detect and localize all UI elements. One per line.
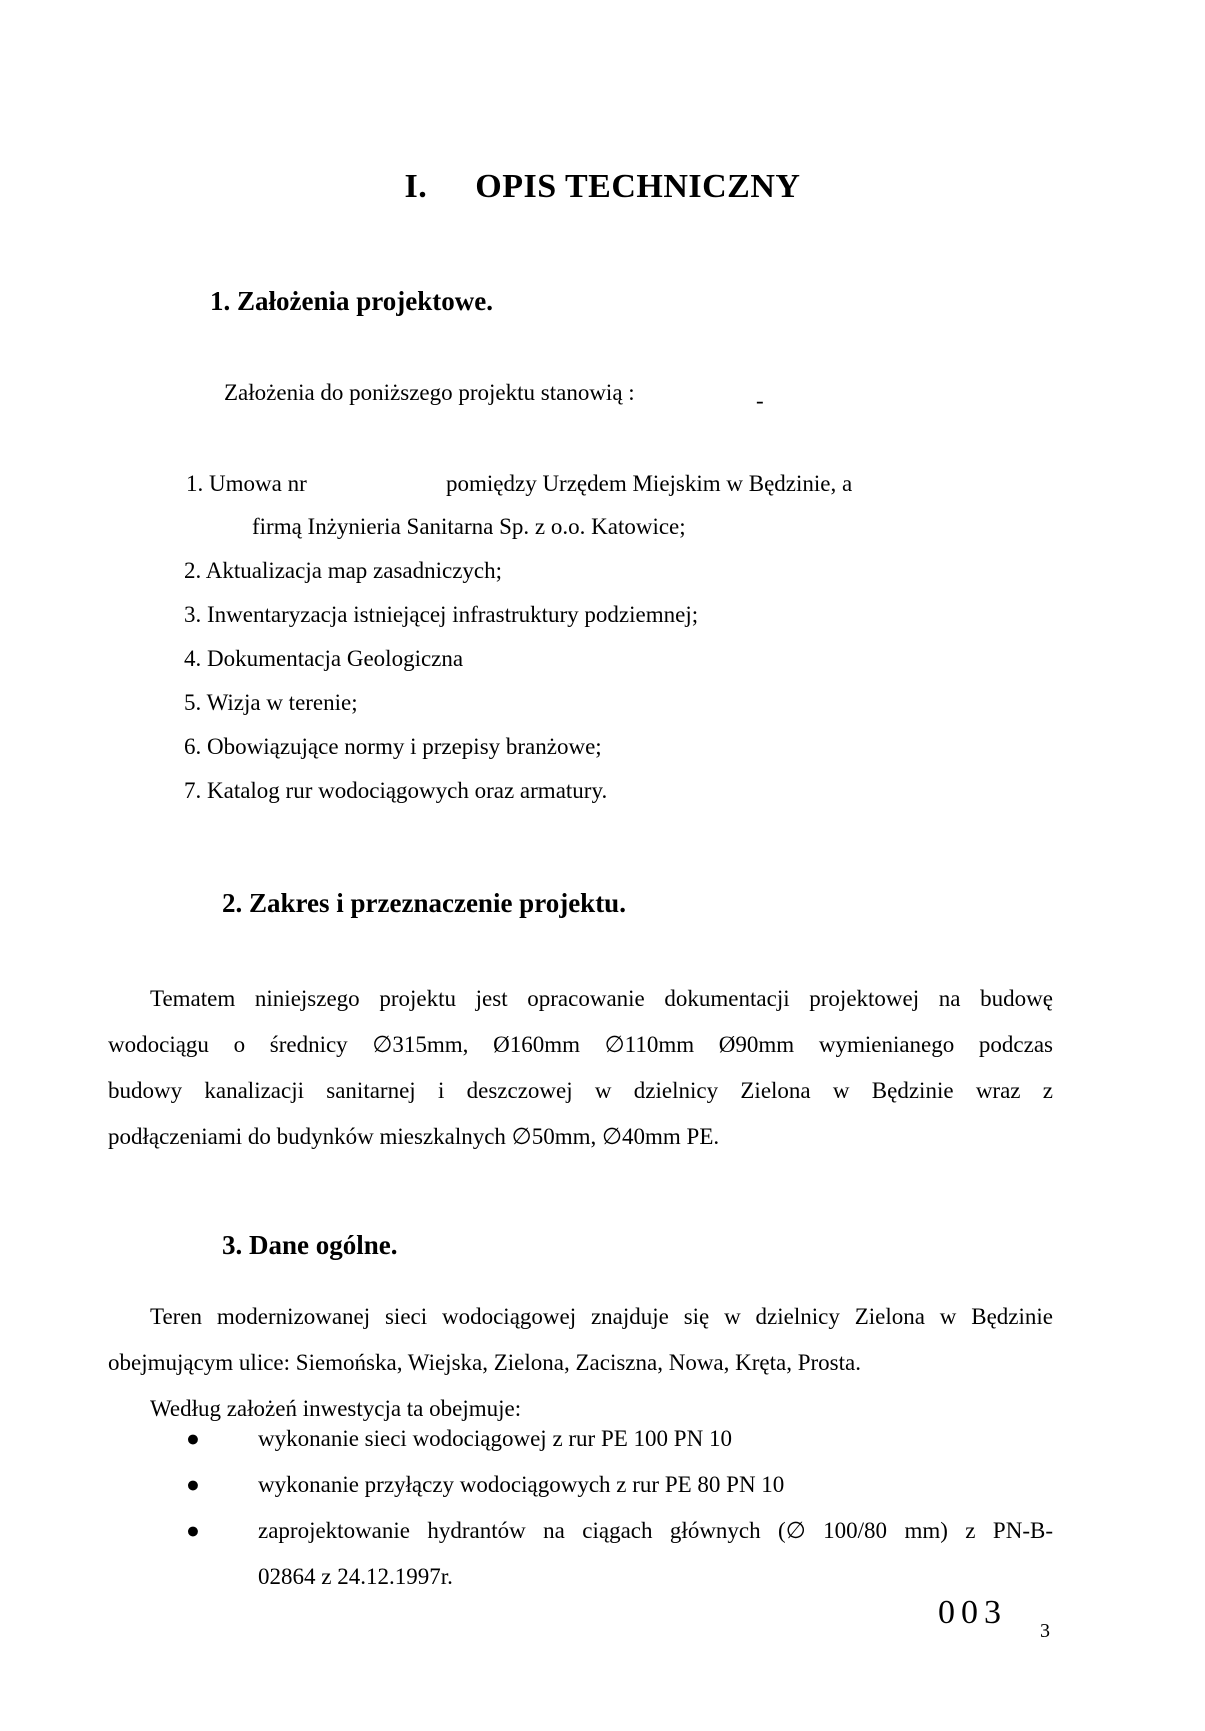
document-title [0,168,1205,206]
bullet-icon: ● [186,1518,200,1543]
section-1-heading: 1. Założenia projektowe. [210,286,493,316]
bullet-item-1: wykonanie sieci wodociągowej z rur PE 100 PN 10 [258,1426,732,1451]
paragraph-line: budowy kanalizacji sanitarnej i deszczowej w dzielnicy Zielona w Będzinie wraz z [108,1078,1053,1103]
list-item-4: 4. Dokumentacja Geologiczna [184,646,464,671]
paragraph-line: Tematem niniejszego projektu jest opracowanie dokumentacji projektowej na budowę [150,986,1053,1011]
page-number: 3 [1040,1620,1050,1642]
list-item-7: 7. Katalog rur wodociągowych oraz armatury. [184,778,608,803]
list-item-1-continuation: firmą Inżynieria Sanitarna Sp. z o.o. Katowice; [252,514,686,539]
list-item-2: 2. Aktualizacja map zasadniczych; [184,558,503,583]
list-item-1-label: 1. Umowa nr [186,471,307,496]
list-item-5: 5. Wizja w terenie; [184,690,358,715]
bullet-item-2: wykonanie przyłączy wodociągowych z rur PE 80 PN 10 [258,1472,785,1497]
list-item-6: 6. Obowiązujące normy i przepisy branżowe; [184,734,602,759]
bullet-icon: ● [186,1426,200,1451]
section-2-paragraph [108,976,1053,1160]
bullet-item-3: zaprojektowanie hydrantów na ciągach głównych (∅ 100/80 mm) z PN-B- [258,1518,1053,1543]
list-item-1-text: pomiędzy Urzędem Miejskim w Będzinie, a [446,471,853,496]
title-number: I. [404,168,428,205]
paragraph-line: wodociągu o średnicy ∅315mm, Ø160mm ∅110mm Ø90mm wymienianego podczas [108,1032,1053,1057]
bullet-icon: ● [186,1472,200,1497]
stray-mark: - [756,388,764,413]
section-1-intro: Założenia do poniższego projektu stanowią : [224,380,635,405]
handwritten-page-stamp: 003 [938,1594,1007,1631]
paragraph-line: podłączeniami do budynków mieszkalnych ∅50mm, ∅40mm PE. [108,1124,720,1149]
title-text: OPIS TECHNICZNY [475,168,801,205]
section-3-heading: 3. Dane ogólne. [222,1230,398,1260]
section-3-paragraph [108,1294,1053,1432]
paragraph-line: Teren modernizowanej sieci wodociągowej znajduje się w dzielnicy Zielona w Będzinie [150,1304,1053,1329]
section-2-heading: 2. Zakres i przeznaczenie projektu. [222,888,626,918]
paragraph-line: obejmującym ulice: Siemońska, Wiejska, Zielona, Zaciszna, Nowa, Kręta, Prosta. [108,1350,861,1375]
list-item-3: 3. Inwentaryzacja istniejącej infrastruktury podziemnej; [184,602,699,627]
paragraph-line: Według założeń inwestycja ta obejmuje: [150,1396,522,1421]
bullet-item-3-continuation: 02864 z 24.12.1997r. [258,1564,453,1589]
